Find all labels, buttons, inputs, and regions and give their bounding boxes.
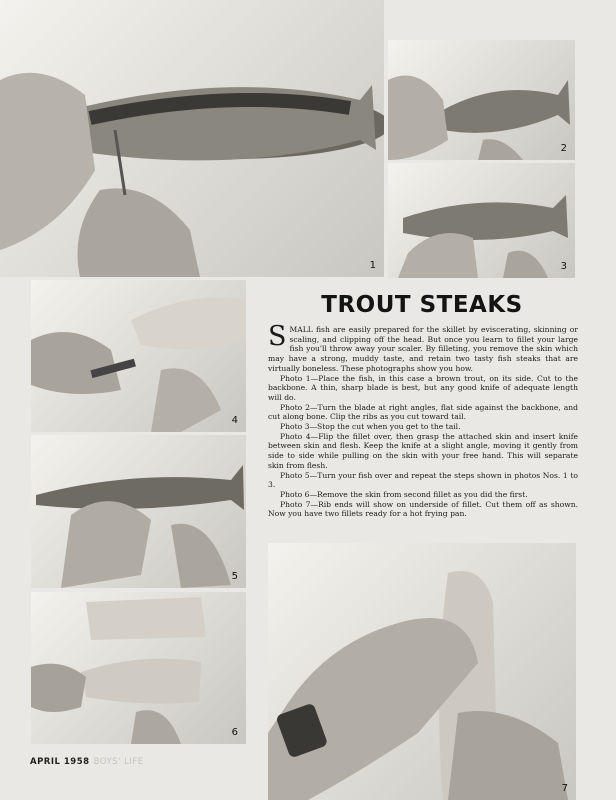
- step-text: Photo 2—Turn the blade at right angles, flat side against the backbone, and cut along bone. Clip the ribs as you cut toward tail.: [268, 402, 578, 422]
- photo-3: [388, 163, 575, 278]
- photo-number: 4: [231, 415, 238, 426]
- article-body: [268, 321, 578, 519]
- issue-date: APRIL 1958: [30, 757, 90, 767]
- article-lead: [268, 321, 578, 374]
- photo-number: 3: [560, 261, 567, 272]
- photo-1: [0, 0, 384, 277]
- photo-4: [31, 280, 246, 432]
- page-footer: [30, 757, 144, 767]
- photo-number: 1: [369, 260, 376, 271]
- photo-number: 2: [560, 143, 567, 154]
- publication-name: BOYS' LIFE: [93, 757, 144, 767]
- step-text: Photo 4—Flip the fillet over, then grasp the attached skin and insert knife between skin and flesh. Keep the knife at a slight angle, moving it gently from side to side while pulling on the skin with your free hand. This will separate skin from flesh.: [268, 431, 578, 470]
- step-text: Photo 6—Remove the skin from second fillet as you did the first.: [280, 489, 528, 499]
- dropcap: S: [268, 321, 287, 352]
- photo-6: [31, 592, 246, 744]
- step-text: Photo 7—Rib ends will show on underside of fillet. Cut them off as shown. Now you have two fillets ready for a hot frying pan.: [268, 499, 578, 519]
- photo-number: 6: [231, 727, 238, 738]
- step-text: Photo 3—Stop the cut when you get to the tail.: [280, 422, 461, 432]
- fillet-photo-icon: [31, 592, 246, 744]
- fish-held-photo-icon: [0, 0, 384, 277]
- fillet-hand-photo-icon: [268, 543, 576, 800]
- fish-cut-photo-icon: [388, 163, 575, 278]
- step-text: Photo 5—Turn your fish over and repeat the steps shown in photos Nos. 1 to 3.: [268, 470, 578, 490]
- photo-number: 7: [561, 783, 568, 794]
- photo-2: [388, 40, 575, 160]
- fish-cut-photo-icon: [388, 40, 575, 160]
- photo-7: [268, 543, 576, 800]
- photo-number: 5: [231, 571, 238, 582]
- fish-skin-photo-icon: [31, 435, 246, 588]
- photo-5: [31, 435, 246, 588]
- fillet-photo-icon: [31, 280, 246, 432]
- page-title: TROUT STEAKS: [321, 292, 523, 318]
- lead-text: MALL fish are easily prepared for the skillet by eviscerating, skinning or scaling, and clipping off the head. But once you learn to fillet your large fish you'll throw away your scaler. By filleting, you remove the skin which may have a strong, muddy taste, and retain two tasty fish steaks that are virtually boneless. These photographs show you how.: [268, 325, 578, 373]
- step-text: Photo 1—Place the fish, in this case a brown trout, on its side. Cut to the backbone. A thin, sharp blade is best, but any good knife of adequate length will do.: [268, 373, 578, 402]
